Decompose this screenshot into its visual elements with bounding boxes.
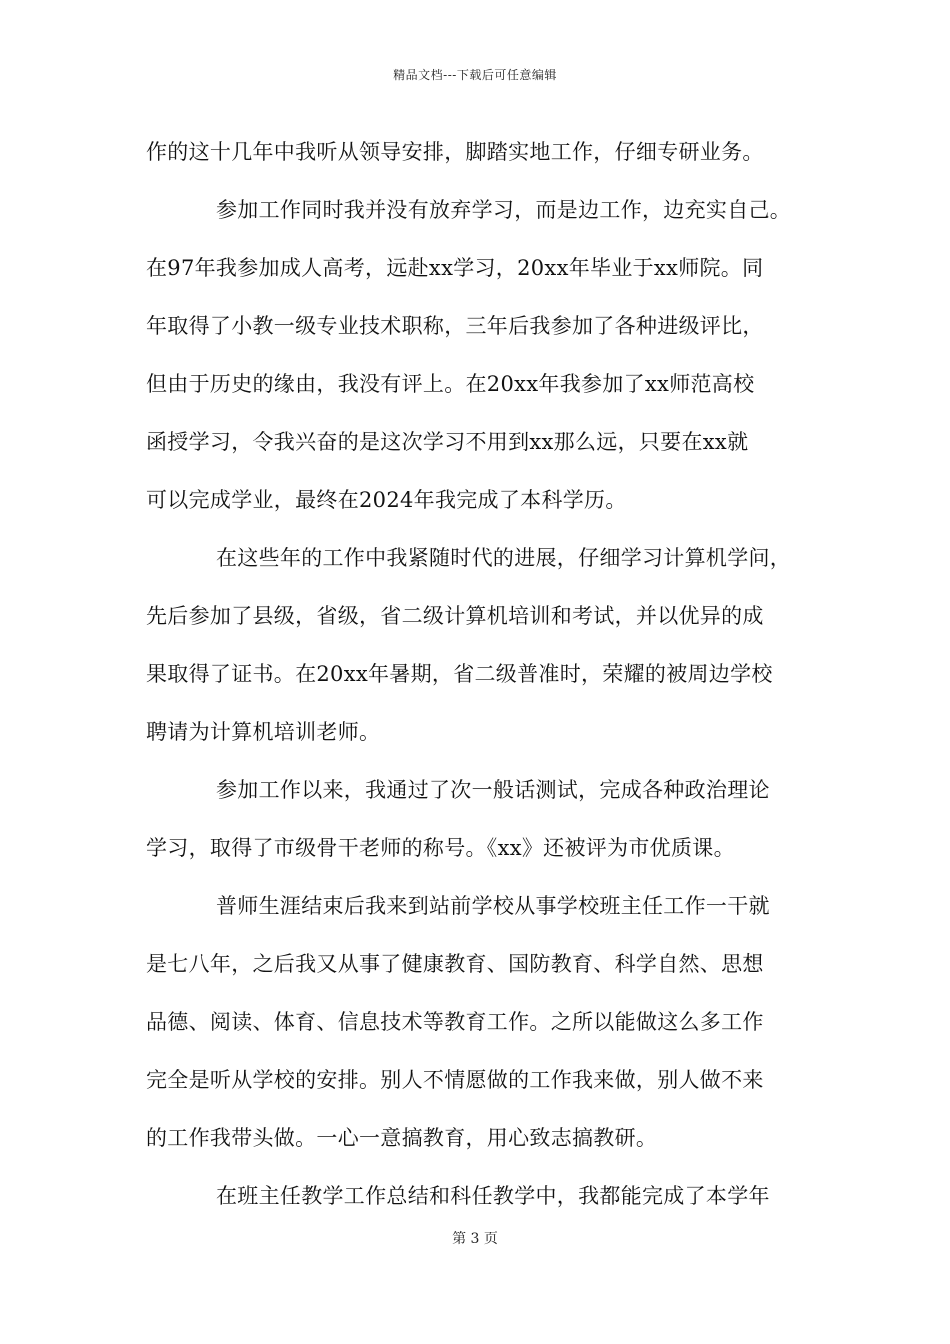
document-body bbox=[146, 130, 816, 1232]
text-line: 可以完成学业，最终在2024年我完成了本科学历。 bbox=[146, 488, 627, 512]
page-number: 第 3 页 bbox=[452, 1231, 498, 1247]
text-line: 聘请为计算机培训老师。 bbox=[146, 720, 381, 744]
text-line: 先后参加了县级，省级，省二级计算机培训和考试，并以优异的成 bbox=[146, 604, 764, 628]
paragraph-start-line: 在班主任教学工作总结和科任教学中，我都能完成了本学年 bbox=[216, 1184, 770, 1208]
text-line: 在97年我参加成人高考，远赴xx学习，20xx年毕业于xx师院。同 bbox=[146, 256, 764, 280]
paragraph-start-line: 普师生涯结束后我来到站前学校从事学校班主任工作一干就 bbox=[216, 894, 770, 918]
paragraph-start-line: 在这些年的工作中我紧随时代的进展，仔细学习计算机学问， bbox=[216, 546, 792, 570]
page-header: 精品文档---下载后可任意编辑 bbox=[393, 68, 557, 82]
text-line: 作的这十几年中我听从领导安排，脚踏实地工作，仔细专研业务。 bbox=[146, 140, 764, 164]
text-line: 品德、阅读、体育、信息技术等教育工作。之所以能做这么多工作 bbox=[146, 1010, 764, 1034]
text-line: 但由于历史的缘由，我没有评上。在20xx年我参加了xx师范高校 bbox=[146, 372, 755, 396]
paragraph-start-line: 参加工作以来，我通过了次一般话测试，完成各种政治理论 bbox=[216, 778, 770, 802]
paragraph-start-line: 参加工作同时我并没有放弃学习，而是边工作，边充实自己。 bbox=[216, 198, 792, 222]
text-line: 学习，取得了市级骨干老师的称号。《xx》还被评为市优质课。 bbox=[146, 836, 735, 860]
text-line: 年取得了小教一级专业技术职称，三年后我参加了各种进级评比， bbox=[146, 314, 764, 338]
text-line: 果取得了证书。在20xx年暑期，省二级普准时，荣耀的被周边学校 bbox=[146, 662, 773, 686]
text-line: 完全是听从学校的安排。别人不情愿做的工作我来做，别人做不来 bbox=[146, 1068, 764, 1092]
text-line: 是七八年，之后我又从事了健康教育、国防教育、科学自然、思想 bbox=[146, 952, 764, 976]
text-line: 的工作我带头做。一心一意搞教育，用心致志搞教研。 bbox=[146, 1126, 658, 1150]
text-line: 函授学习，令我兴奋的是这次学习不用到xx那么远，只要在xx就 bbox=[146, 430, 749, 454]
